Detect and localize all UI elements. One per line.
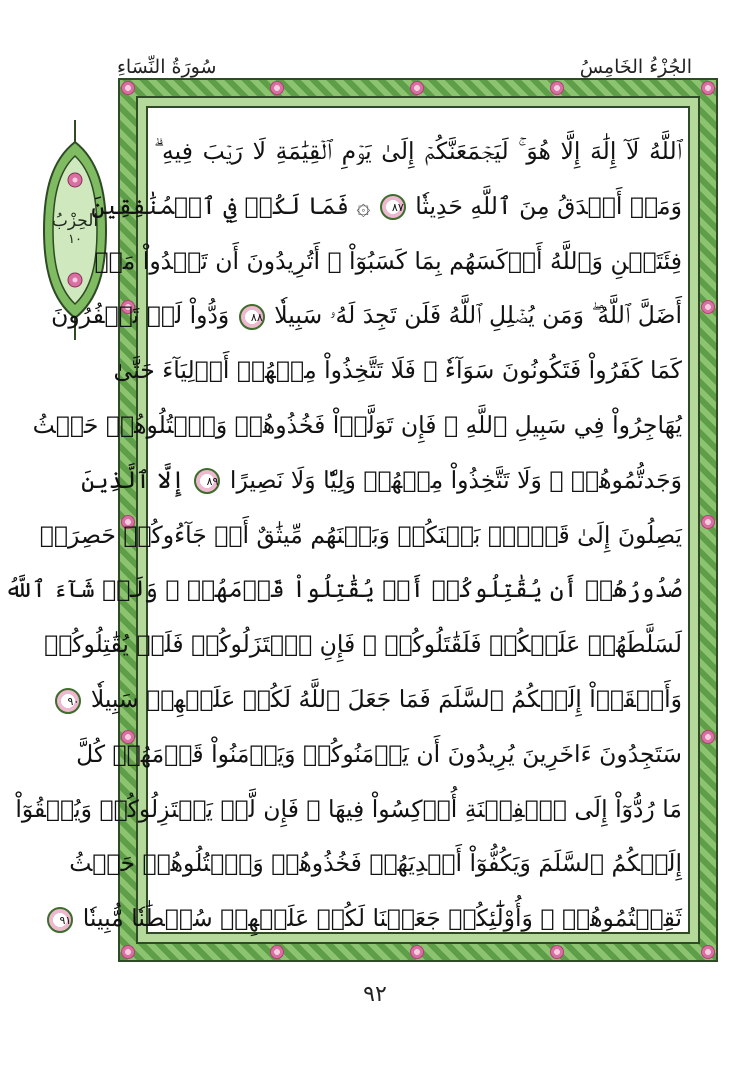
verse-text: صُدُورُهُمۡ أَن يُقَٰتِلُوكُمۡ أَوۡ يُقَٰتِلُواْ قَوۡمَهُمۡ ۚ وَلَوۡ شَآءَ ٱللَّهُ (4, 575, 682, 604)
verse-line (113, 355, 682, 385)
flower-icon (121, 945, 135, 959)
page-number: ٩٢ (363, 982, 387, 1007)
verse-text: وَمَنۡ أَصۡدَقُ مِنَ ٱللَّهِ حَدِيثٗا (415, 191, 682, 220)
verse-number-marker: ٨٨ (239, 304, 265, 330)
verse-line (15, 794, 682, 824)
flower-icon (550, 81, 564, 95)
verse-line (32, 410, 682, 440)
verse-number-marker: ٩١ (47, 907, 73, 933)
verse-number-marker: ٩٠ (55, 688, 81, 714)
verse-text: كَمَا كَفَرُواْ فَتَكُونُونَ سَوَآءٗ ۖ فَلَا تَتَّخِذُواْ مِنۡهُمۡ أَوۡلِيَآءَ حَتَّىٰ (113, 356, 682, 385)
flower-icon (550, 945, 564, 959)
verse-line (154, 136, 682, 166)
verse-text: ۞ فَمَا لَكُمۡ فِي ٱلۡمُنَٰفِقِينَ (91, 191, 371, 220)
verse-text: لَسَلَّطَهُمۡ عَلَيۡكُمۡ فَلَقَٰتَلُوكُمۡ ۚ فَإِنِ ٱعۡتَزَلُوكُمۡ فَلَمۡ يُقَٰتِلُوكُمۡ (44, 630, 682, 659)
verse-text: إِلَّا ٱلَّذِينَ (81, 465, 185, 494)
verse-text: يُهَاجِرُواْ فِي سَبِيلِ ٱللَّهِ ۚ فَإِن تَوَلَّوۡاْ فَخُذُوهُمۡ وَٱقۡتُلُوهُمۡ حَيۡثُ (32, 411, 682, 439)
verse-line (44, 629, 682, 659)
flower-icon (121, 81, 135, 95)
flower-icon (701, 300, 715, 314)
verse-line (59, 903, 682, 933)
verse-text: يَصِلُونَ إِلَىٰ قَوۡمِۭ بَيۡنَكُمۡ وَبَيۡنَهُم مِّيثَٰقٌ أَوۡ جَآءُوكُمۡ حَصِرَتۡ (39, 520, 682, 549)
surah-name-header: سُورَةُ النِّسَاءِ (117, 56, 217, 78)
verse-number-marker: ٨٩ (194, 468, 220, 494)
juz-name-header: الجُزْءُ الخَامِسُ (579, 56, 692, 78)
flower-icon (410, 945, 424, 959)
flower-icon (701, 945, 715, 959)
hizb-number: ١٠ (68, 232, 82, 247)
verse-line (39, 520, 682, 550)
verse-line (67, 684, 682, 714)
flower-icon (270, 945, 284, 959)
verse-line (69, 848, 682, 878)
flower-icon (701, 515, 715, 529)
verse-number-marker: ٨٧ (380, 194, 406, 220)
flower-icon (701, 81, 715, 95)
verse-line (91, 191, 682, 221)
verse-text: سَتَجِدُونَ ءَاخَرِينَ يُرِيدُونَ أَن يَأۡمَنُوكُمۡ وَيَأۡمَنُواْ قَوۡمَهُمۡ كُلَّ (76, 739, 682, 768)
verse-line (81, 465, 682, 495)
verse-text: فِئَتَيۡنِ وَٱللَّهُ أَرۡكَسَهُم بِمَا كَسَبُوٓاْ ۚ أَتُرِيدُونَ أَن تَهۡدُواْ مَنۡ (94, 246, 682, 275)
hizb-label: الحِزْبُ (51, 211, 99, 231)
verse-line (51, 300, 682, 330)
verse-text: ثَقِفۡتُمُوهُمۡ ۚ وَأُوْلَٰٓئِكُمۡ جَعَلۡنَا لَكُمۡ عَلَيۡهِمۡ سُلۡطَٰنٗا مُّبِينٗا (82, 904, 682, 933)
verse-text: أَضَلَّ ٱللَّهُ ۖ وَمَن يُضۡلِلِ ٱللَّهُ فَلَن تَجِدَ لَهُۥ سَبِيلٗا (274, 301, 682, 330)
flower-icon (270, 81, 284, 95)
verse-text: ٱللَّهُ لَآ إِلَٰهَ إِلَّا هُوَ ۚ لَيَجۡمَعَنَّكُمۡ إِلَىٰ يَوۡمِ ٱلۡقِيَٰمَةِ لَا رَيۡبَ فِيهِ ۗ (154, 137, 682, 165)
flower-icon (701, 730, 715, 744)
verse-line (76, 739, 682, 769)
verse-line (4, 574, 682, 604)
flower-icon (410, 81, 424, 95)
verse-text: وَجَدتُّمُوهُمۡ ۖ وَلَا تَتَّخِذُواْ مِنۡهُمۡ وَلِيّٗا وَلَا نَصِيرًا (229, 465, 682, 494)
verse-text: مَا رُدُّوٓاْ إِلَى ٱلۡفِتۡنَةِ أُرۡكِسُواْ فِيهَا ۚ فَإِن لَّمۡ يَعۡتَزِلُوكُمۡ وَيُلۡقُوٓاْ (15, 794, 682, 823)
verse-text: وَأَلۡقَوۡاْ إِلَيۡكُمُ ٱلسَّلَمَ فَمَا جَعَلَ ٱللَّهُ لَكُمۡ عَلَيۡهِمۡ سَبِيلٗا (90, 685, 682, 713)
verse-text: إِلَيۡكُمُ ٱلسَّلَمَ وَيَكُفُّوٓاْ أَيۡدِيَهُمۡ فَخُذُوهُمۡ وَٱقۡتُلُوهُمۡ حَيۡثُ (69, 849, 682, 878)
verse-text: وَدُّواْ لَوۡ تَكۡفُرُونَ (51, 301, 230, 330)
verse-line (94, 246, 682, 276)
